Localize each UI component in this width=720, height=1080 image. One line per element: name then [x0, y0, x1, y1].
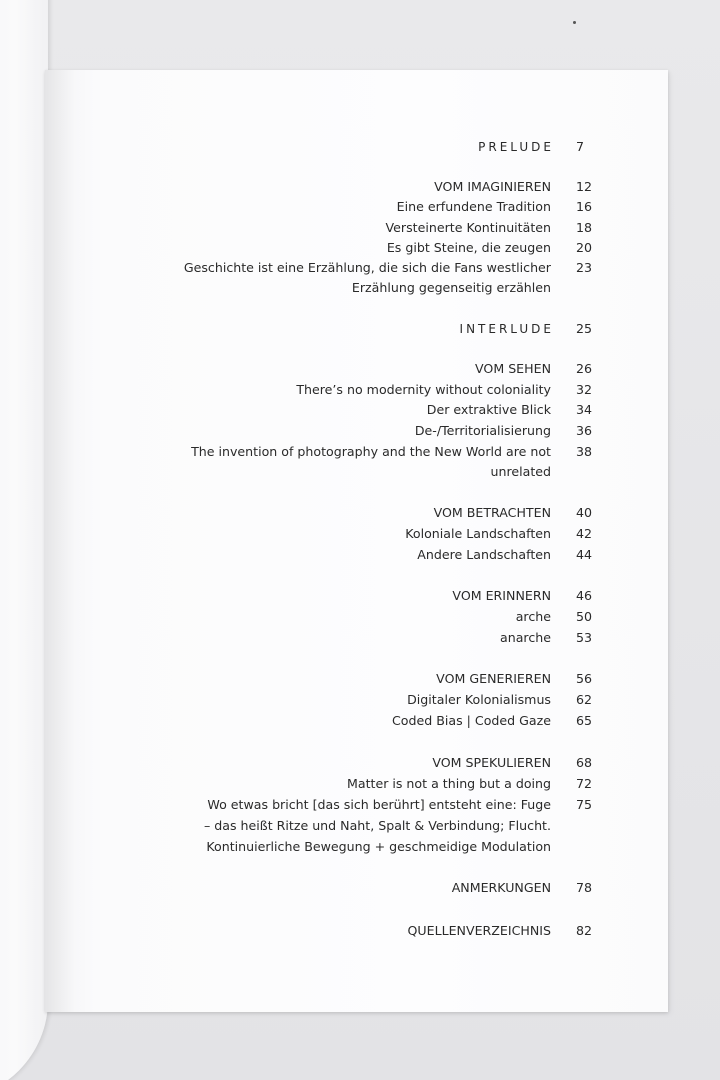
- toc-entry-page-number: 16: [576, 199, 593, 214]
- toc-entry-title: Wo etwas bricht [das sich berührt] entsteht eine: Fuge: [207, 797, 551, 812]
- dust-speck: [573, 21, 576, 24]
- toc-entry-title: – das heißt Ritze und Naht, Spalt & Verbindung; Flucht.: [203, 818, 551, 833]
- toc-entry-page-number: 36: [576, 423, 593, 438]
- toc-entry-page-number: 18: [576, 220, 593, 235]
- toc-entry-page-number: 56: [576, 671, 593, 686]
- toc-entry: [45, 545, 668, 565]
- toc-entry-page-number: 68: [576, 755, 593, 770]
- toc-entry: [45, 380, 668, 400]
- toc-entry: [45, 774, 668, 794]
- toc-entry-title: Versteinerte Kontinuitäten: [385, 220, 551, 235]
- toc-entry: [45, 258, 668, 278]
- toc-entry-title: Koloniale Landschaften: [405, 526, 551, 541]
- toc-entry: [45, 400, 668, 420]
- toc-entry: [45, 197, 668, 217]
- toc-entry: [45, 359, 668, 379]
- toc-entry-title: QUELLENVERZEICHNIS: [407, 923, 551, 938]
- toc-entry: [45, 238, 668, 258]
- toc-entry: [45, 218, 668, 238]
- toc-entry-title: VOM SPEKULIEREN: [432, 755, 551, 770]
- toc-entry: [45, 137, 668, 157]
- toc-entry: [45, 319, 668, 339]
- toc-entry: [45, 816, 668, 836]
- toc-entry-page-number: 72: [576, 776, 593, 791]
- toc-entry: [45, 462, 668, 482]
- toc-entry: [45, 795, 668, 815]
- toc-entry-title: There’s no modernity without coloniality: [296, 382, 551, 397]
- toc-entry: [45, 442, 668, 462]
- toc-entry-page-number: 46: [576, 588, 593, 603]
- toc-entry-title: Es gibt Steine, die zeugen: [386, 240, 551, 255]
- toc-entry-page-number: 20: [576, 240, 593, 255]
- toc-entry-title: arche: [515, 609, 551, 624]
- toc-entry: [45, 753, 668, 773]
- toc-entry: [45, 628, 668, 648]
- toc-entry-page-number: 32: [576, 382, 593, 397]
- toc-entry-title: VOM IMAGINIEREN: [434, 179, 551, 194]
- toc-entry-title: Kontinuierliche Bewegung + geschmeidige Modulation: [206, 839, 551, 854]
- toc-entry-page-number: 44: [576, 547, 593, 562]
- toc-entry-title: The invention of photography and the New World are not: [191, 444, 551, 459]
- toc-entry-title: Der extraktive Blick: [426, 402, 551, 417]
- toc-entry-page-number: 34: [576, 402, 593, 417]
- toc-entry: [45, 278, 668, 298]
- toc-entry-page-number: 78: [576, 880, 593, 895]
- toc-entry: [45, 711, 668, 731]
- toc-entry-title: Eine erfundene Tradition: [396, 199, 551, 214]
- toc-entry-page-number: 7: [576, 139, 585, 154]
- toc-entry-page-number: 62: [576, 692, 593, 707]
- toc-entry-title: Geschichte ist eine Erzählung, die sich die Fans westlicher: [183, 260, 551, 275]
- toc-entry-page-number: 38: [576, 444, 593, 459]
- toc-entry: [45, 177, 668, 197]
- toc-entry-title: VOM SEHEN: [475, 361, 551, 376]
- toc-entry: [45, 878, 668, 898]
- toc-entry: [45, 524, 668, 544]
- toc-entry-page-number: 75: [576, 797, 593, 812]
- toc-entry-title: anarche: [500, 630, 551, 645]
- toc-entry-title: VOM GENERIEREN: [436, 671, 551, 686]
- toc-entry-title: De-/Territorialisierung: [414, 423, 551, 438]
- toc-entry: [45, 586, 668, 606]
- toc-entry-page-number: 25: [576, 321, 593, 336]
- toc-entry: [45, 503, 668, 523]
- toc-entry-page-number: 50: [576, 609, 593, 624]
- toc-entry-page-number: 42: [576, 526, 593, 541]
- book-page: [45, 70, 668, 1012]
- toc-entry-title: PRELUDE: [478, 140, 554, 154]
- toc-entry-page-number: 23: [576, 260, 593, 275]
- toc-entry: [45, 607, 668, 627]
- toc-entry-title: ANMERKUNGEN: [451, 880, 551, 895]
- left-page-curl: [0, 0, 48, 1080]
- toc-entry: [45, 421, 668, 441]
- toc-entry-title: VOM ERINNERN: [452, 588, 551, 603]
- toc-entry-title: Coded Bias | Coded Gaze: [392, 713, 551, 728]
- toc-entry-page-number: 53: [576, 630, 593, 645]
- toc-entry: [45, 837, 668, 857]
- toc-entry: [45, 690, 668, 710]
- toc-entry-page-number: 40: [576, 505, 593, 520]
- toc-entry-title: INTERLUDE: [459, 322, 554, 336]
- toc-entry: [45, 921, 668, 941]
- toc-entry-title: Andere Landschaften: [417, 547, 551, 562]
- toc-entry-title: Matter is not a thing but a doing: [346, 776, 551, 791]
- toc-entry-title: VOM BETRACHTEN: [433, 505, 551, 520]
- toc-entry-title: Erzählung gegenseitig erzählen: [351, 280, 551, 295]
- toc-entry-title: Digitaler Kolonialismus: [407, 692, 551, 707]
- toc-entry-page-number: 65: [576, 713, 593, 728]
- toc-entry: [45, 669, 668, 689]
- toc-entry-page-number: 26: [576, 361, 593, 376]
- toc-entry-page-number: 12: [576, 179, 593, 194]
- toc-entry-title: unrelated: [490, 464, 551, 479]
- toc-entry-page-number: 82: [576, 923, 593, 938]
